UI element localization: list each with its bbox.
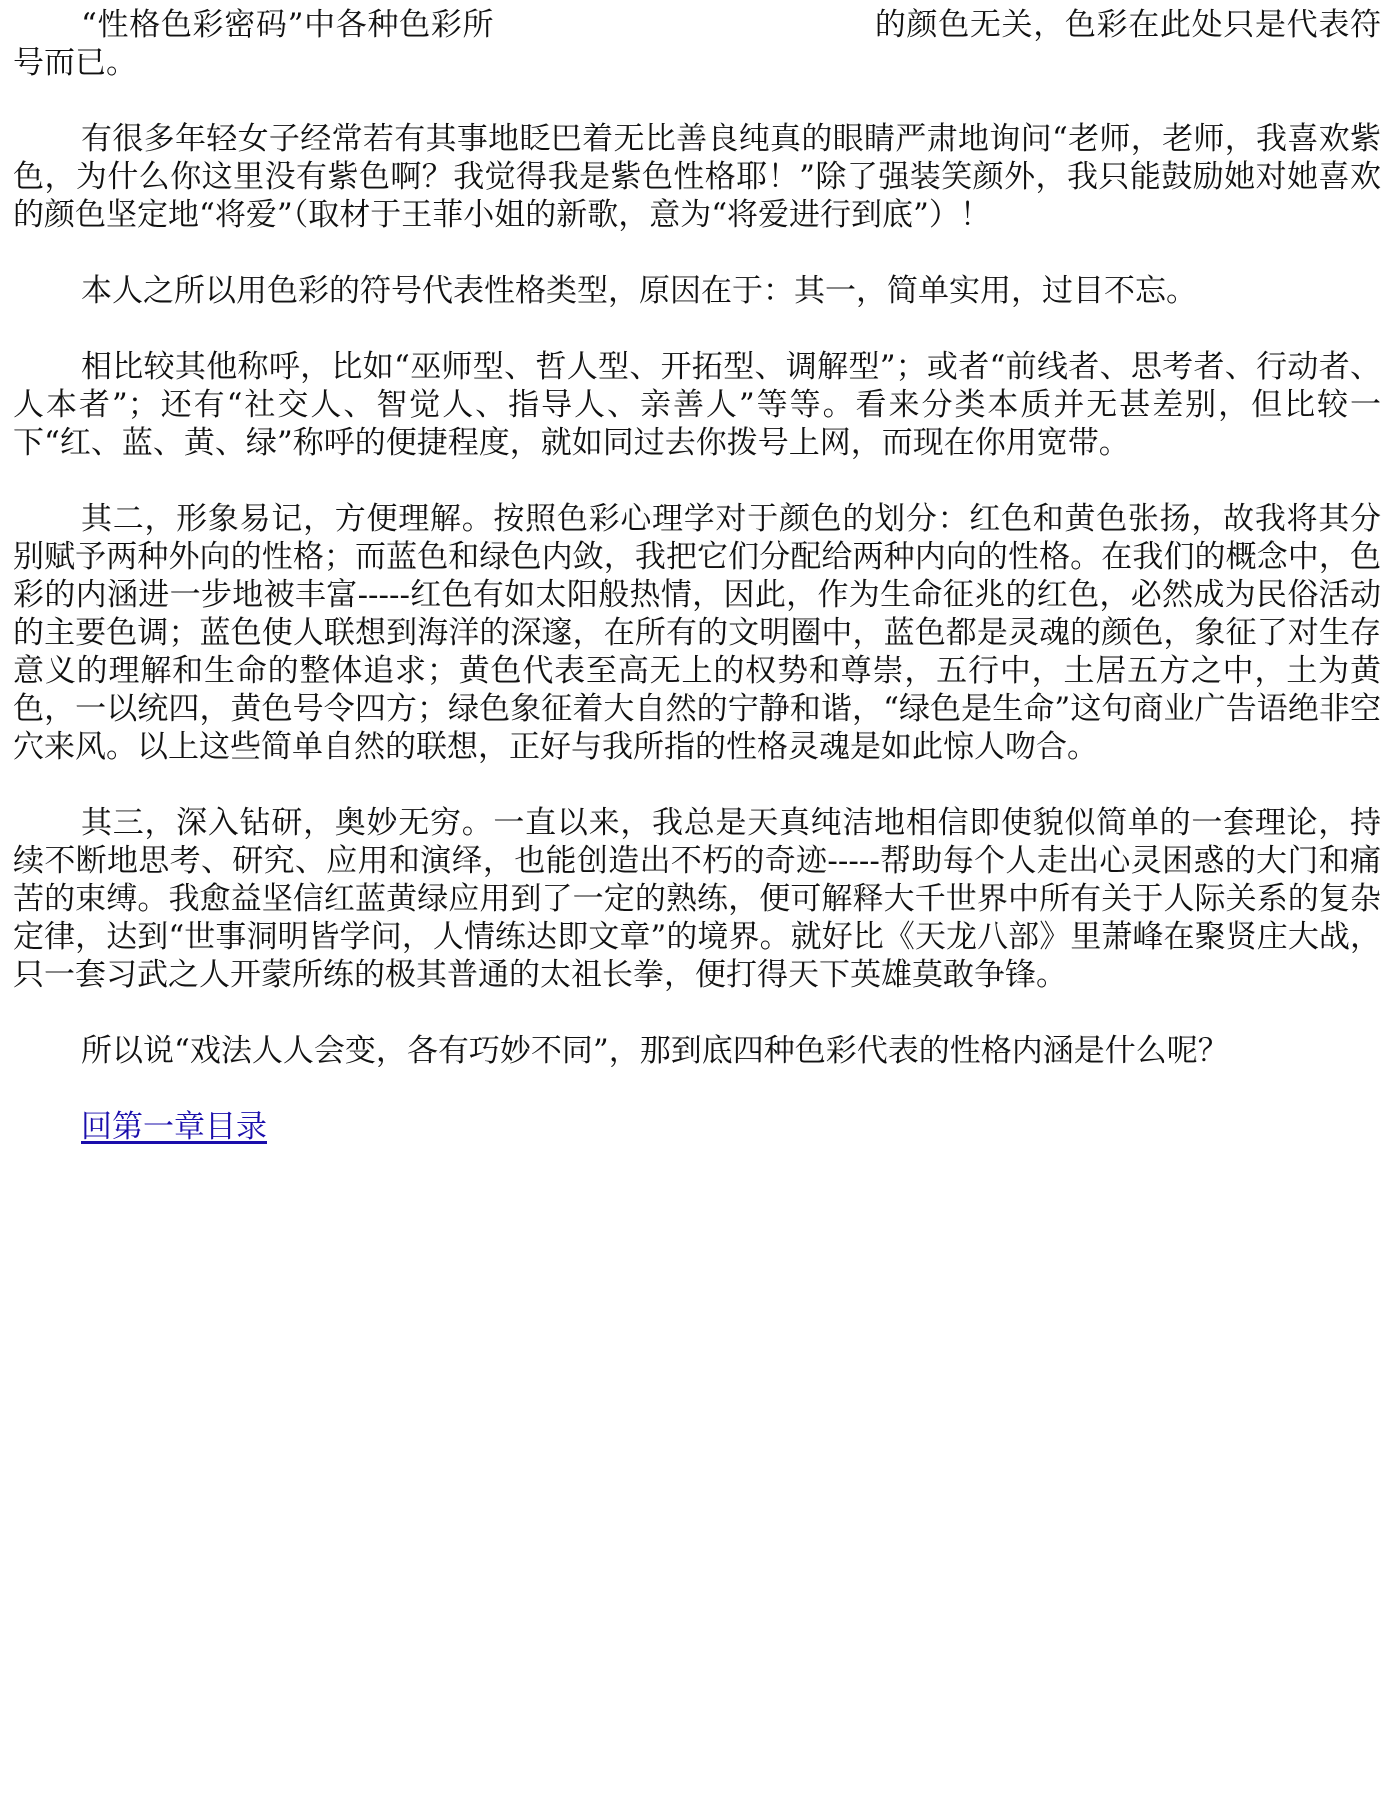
paragraph-reason-two: 其二，形象易记，方便理解。按照色彩心理学对于颜色的划分：红色和黄色张扬，故我将其分别赋予两种外向的性格；而蓝色和绿色内敛，我把它们分配给两种内向的性格。在我们的概念中，色彩的内涵进一步地被丰富-----红色有如太阳般热情，因此，作为生命征兆的红色，必然成为民俗活动的主要色调；蓝色使人联想到海洋的深邃，在所有的文明圈中，蓝色都是灵魂的颜色，象征了对生存意义的理解和生命的整体追求；黄色代表至高无上的权势和尊崇，五行中，土居五方之中，土为黄色，一以统四，黄色号令四方；绿色象征着大自然的宁静和谐，“绿色是生命”这句商业广告语绝非空穴来风。以上这些简单自然的联想，正好与我所指的性格灵魂是如此惊人吻合。 [13,501,1381,765]
back-to-chapter-one-link[interactable]: 回第一章目录 [81,1109,267,1145]
paragraph-color-symbols-part-b: 的颜色无关，色彩在此处只是代表符号而已。 [13,7,1381,81]
paragraph-color-symbols [13,6,1381,82]
back-link-line [13,1108,1381,1146]
document-body [13,6,1381,1146]
paragraph-purple-question: 有很多年轻女子经常若有其事地眨巴着无比善良纯真的眼睛严肃地询问“老师，老师，我喜欢紫色，为什么你这里没有紫色啊？我觉得我是紫色性格耶！”除了强装笑颜外，我只能鼓励她对她喜欢的颜色坚定地“将爱”（取材于王菲小姐的新歌，意为“将爱进行到底”）！ [13,121,1381,233]
paragraph-reason-one: 本人之所以用色彩的符号代表性格类型，原因在于：其一，简单实用，过目不忘。 [81,273,1197,309]
paragraph-color-symbols-part-a: “性格色彩密码”中各种色彩所 [81,7,495,43]
paragraph-comparison: 相比较其他称呼，比如“巫师型、哲人型、开拓型、调解型”；或者“前线者、思考者、行动者、人本者”；还有“社交人、智觉人、指导人、亲善人”等等。看来分类本质并无甚差别，但比较一下“红、蓝、黄、绿”称呼的便捷程度，就如同过去你拨号上网，而现在你用宽带。 [13,349,1381,461]
paragraph-conclusion: 所以说“戏法人人会变，各有巧妙不同”，那到底四种色彩代表的性格内涵是什么呢？ [81,1033,1229,1069]
paragraph-reason-three: 其三，深入钻研，奥妙无穷。一直以来，我总是天真纯洁地相信即使貌似简单的一套理论，持续不断地思考、研究、应用和演绎，也能创造出不朽的奇迹-----帮助每个人走出心灵困惑的大门和痛苦的束缚。我愈益坚信红蓝黄绿应用到了一定的熟练，便可解释大千世界中所有关于人际关系的复杂定律，达到“世事洞明皆学问，人情练达即文章”的境界。就好比《天龙八部》里萧峰在聚贤庄大战，只一套习武之人开蒙所练的极其普通的太祖长拳，便打得天下英雄莫敢争锋。 [13,805,1381,993]
